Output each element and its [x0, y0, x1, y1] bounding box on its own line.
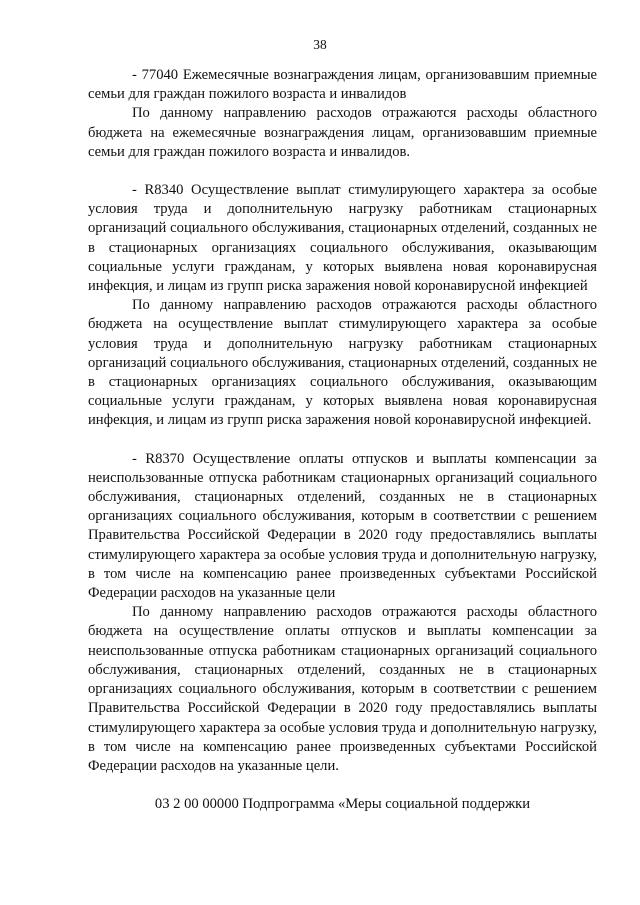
document-body: [88, 66, 597, 814]
page-number: 38: [313, 37, 327, 52]
paragraph-spacer: [88, 431, 597, 450]
code-r8370-heading: - R8370 Осуществление оплаты отпусков и выплаты компенсации за неиспользованные отпуска работникам стационарных организаций социального обслуживания, стационарных отделений, созданных не в стационарных организациях социального обслуживания, которым в соответствии с решением Правительства Российской Федерации в 2020 году предоставлялись выплаты стимулирующего характера за особые условия труда и дополнительную нагрузку, в том числе на компенсацию ранее произведенных субъектами Российской Федерации расходов на указанные цели: [88, 450, 597, 602]
code-r8340-description: По данному направлению расходов отражаются расходы областного бюджета на осуществление выплат стимулирующего характера за особые условия труда и дополнительную нагрузку работникам стационарных организаций социального обслуживания, стационарных отделений, созданных не в стационарных организациях социального обслуживания, оказывающим социальные услуги гражданам, у которых выявлена новая коронавирусная инфекция, и лицам из групп риска заражения новой коронавирусной инфекцией.: [88, 297, 597, 429]
paragraph-spacer: [88, 162, 597, 181]
paragraph-spacer: [88, 776, 597, 795]
code-77040-heading: - 77040 Ежемесячные вознаграждения лицам, организовавшим приемные семьи для граждан пожилого возраста и инвалидов: [88, 67, 597, 103]
code-r8370-description: По данному направлению расходов отражаются расходы областного бюджета на осуществление оплаты отпусков и выплаты компенсации за неиспользованные отпуска работникам стационарных организаций социального обслуживания, стационарных отделений, созданных не в стационарных организациях социального обслуживания, которым в соответствии с решением Правительства Российской Федерации в 2020 году предоставлялись выплаты стимулирующего характера за особые условия труда и дополнительную нагрузку, в том числе на компенсацию ранее произведенных субъектами Российской Федерации расходов на указанные цели.: [88, 604, 597, 774]
subprogram-heading: 03 2 00 00000 Подпрограмма «Меры социальной поддержки: [154, 796, 531, 813]
code-r8340-heading: - R8340 Осуществление выплат стимулирующего характера за особые условия труда и дополнительную нагрузку работникам стационарных организаций социального обслуживания, стационарных отделений, созданных не в стационарных организациях социального обслуживания, оказывающим социальные услуги гражданам, у которых выявлена новая коронавирусная инфекция, и лицам из групп риска заражения новой коронавирусной инфекцией: [88, 182, 597, 295]
code-77040-description: По данному направлению расходов отражаются расходы областного бюджета на ежемесячные вознаграждения лицам, организовавшим приемные семьи для граждан пожилого возраста и инвалидов.: [88, 105, 597, 160]
